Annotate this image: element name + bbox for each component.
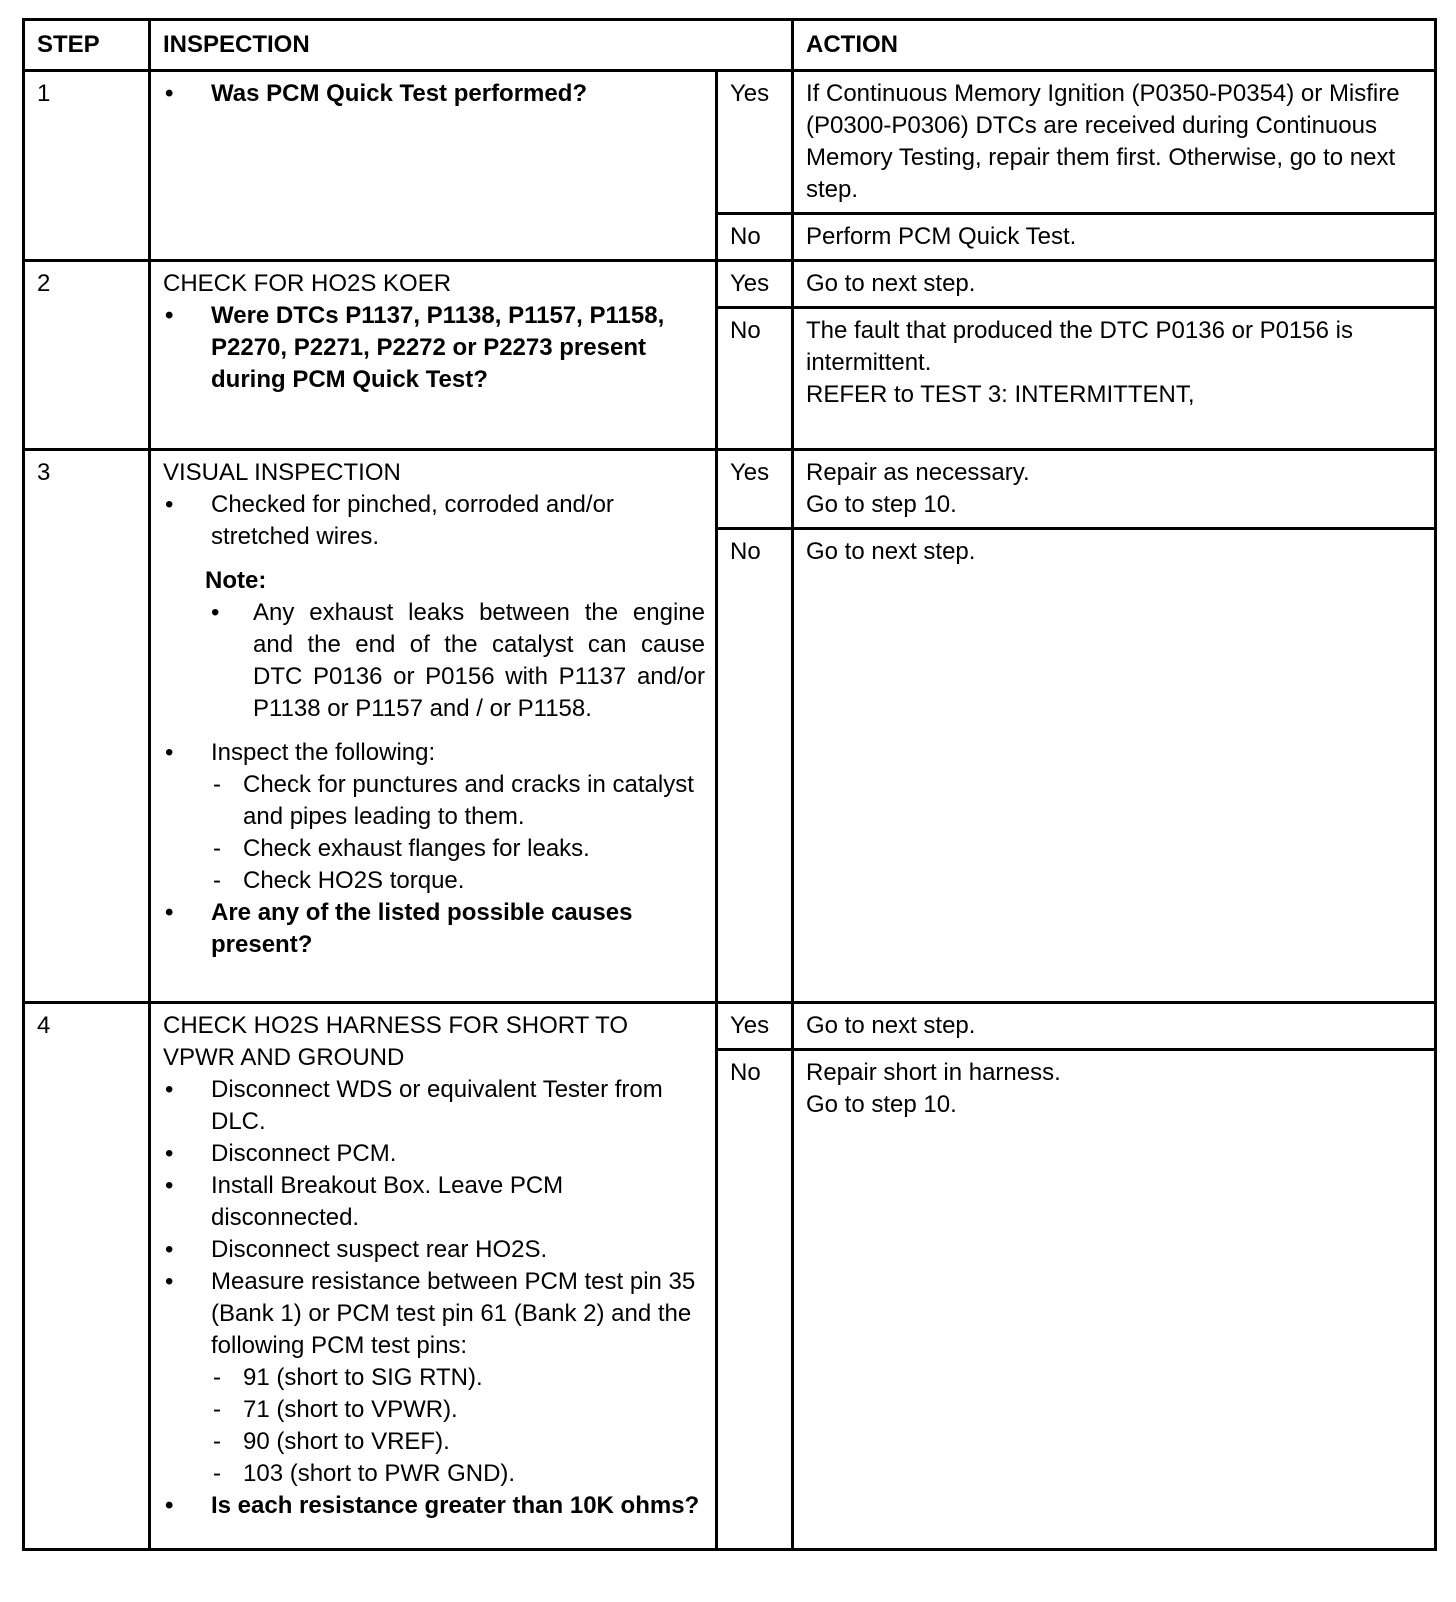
- no-label: No: [717, 308, 793, 450]
- yes-label: Yes: [717, 71, 793, 214]
- inspection-cell: [150, 450, 717, 1003]
- note-text: • Any exhaust leaks between the engine and the end of the catalyst can cause DTC P0136 or P0156 with P1137 and/or P1138 or P1157 and / or P1158.: [205, 597, 705, 725]
- inspection-bullet: • Checked for pinched, corroded and/or stretched wires.: [163, 489, 705, 553]
- no-action-line: Go to step 10.: [806, 1091, 957, 1118]
- sub-item: - 90 (short to VREF).: [211, 1426, 705, 1458]
- yes-label: Yes: [717, 1003, 793, 1050]
- yes-action-line: Repair as necessary.: [806, 459, 1030, 486]
- inspection-title: VISUAL INSPECTION: [163, 459, 401, 486]
- no-label: No: [717, 214, 793, 261]
- inspection-bullet: • Disconnect WDS or equivalent Tester from DLC.: [163, 1074, 705, 1138]
- no-action: Perform PCM Quick Test.: [793, 214, 1436, 261]
- inspection-cell: [150, 1003, 717, 1550]
- no-action: Go to next step.: [793, 529, 1436, 1003]
- inspection-bullet: • Disconnect suspect rear HO2S.: [163, 1234, 705, 1266]
- sub-item: - 103 (short to PWR GND).: [211, 1458, 705, 1490]
- diagnostic-table: [22, 18, 1437, 1551]
- inspection-question: • Were DTCs P1137, P1138, P1157, P1158, P2270, P2271, P2272 or P2273 present during PCM Quick Test?: [163, 300, 705, 396]
- yes-action: Go to next step.: [793, 1003, 1436, 1050]
- no-action: [793, 1050, 1436, 1550]
- note-block: [205, 565, 705, 725]
- no-action-line: REFER to TEST 3: INTERMITTENT,: [806, 381, 1195, 408]
- inspection-question: • Is each resistance greater than 10K ohms?: [163, 1490, 705, 1522]
- action-header: ACTION: [793, 20, 1436, 71]
- yes-action: [793, 450, 1436, 529]
- step-1-row: [24, 71, 1436, 214]
- sub-item: - 71 (short to VPWR).: [211, 1394, 705, 1426]
- yes-action-line: Go to step 10.: [806, 491, 957, 518]
- no-action: [793, 308, 1436, 450]
- step-4-row: [24, 1003, 1436, 1050]
- step-number: 1: [24, 71, 150, 261]
- yes-label: Yes: [717, 450, 793, 529]
- yes-action: If Continuous Memory Ignition (P0350-P0354) or Misfire (P0300-P0306) DTCs are received during Continuous Memory Testing, repair them first. Otherwise, go to next step.: [793, 71, 1436, 214]
- sub-item: - Check for punctures and cracks in catalyst and pipes leading to them.: [211, 769, 705, 833]
- inspection-question: • Are any of the listed possible causes present?: [163, 897, 705, 961]
- step-number: 3: [24, 450, 150, 1003]
- inspection-title: CHECK FOR HO2S KOER: [163, 270, 452, 297]
- inspection-cell: [150, 261, 717, 450]
- yes-label: Yes: [717, 261, 793, 308]
- step-number: 4: [24, 1003, 150, 1550]
- inspection-cell: [150, 71, 717, 261]
- inspection-bullet-text: • Inspect the following:: [211, 739, 436, 766]
- step-header: STEP: [24, 20, 150, 71]
- inspection-question: • Was PCM Quick Test performed?: [163, 78, 705, 110]
- sub-item: - Check HO2S torque.: [211, 865, 705, 897]
- sub-item: - Check exhaust flanges for leaks.: [211, 833, 705, 865]
- inspection-bullet: [163, 1266, 705, 1490]
- inspection-bullet: • Install Breakout Box. Leave PCM disconnected.: [163, 1170, 705, 1234]
- no-action-line: Repair short in harness.: [806, 1059, 1061, 1086]
- inspection-header: INSPECTION: [150, 20, 793, 71]
- inspection-bullet-text: • Measure resistance between PCM test pin 35 (Bank 1) or PCM test pin 61 (Bank 2) and the following PCM test pins:: [211, 1268, 696, 1359]
- inspection-bullet: • Disconnect PCM.: [163, 1138, 705, 1170]
- step-2-row: [24, 261, 1436, 308]
- yes-action: Go to next step.: [793, 261, 1436, 308]
- sub-item: - 91 (short to SIG RTN).: [211, 1362, 705, 1394]
- header-row: [24, 20, 1436, 71]
- no-action-line: The fault that produced the DTC P0136 or P0156 is intermittent.: [806, 317, 1353, 376]
- no-label: No: [717, 529, 793, 1003]
- no-label: No: [717, 1050, 793, 1550]
- inspection-title: CHECK HO2S HARNESS FOR SHORT TO VPWR AND GROUND: [163, 1012, 628, 1071]
- note-title: Note:: [205, 567, 267, 594]
- step-3-row: [24, 450, 1436, 529]
- inspection-bullet: [163, 737, 705, 897]
- step-number: 2: [24, 261, 150, 450]
